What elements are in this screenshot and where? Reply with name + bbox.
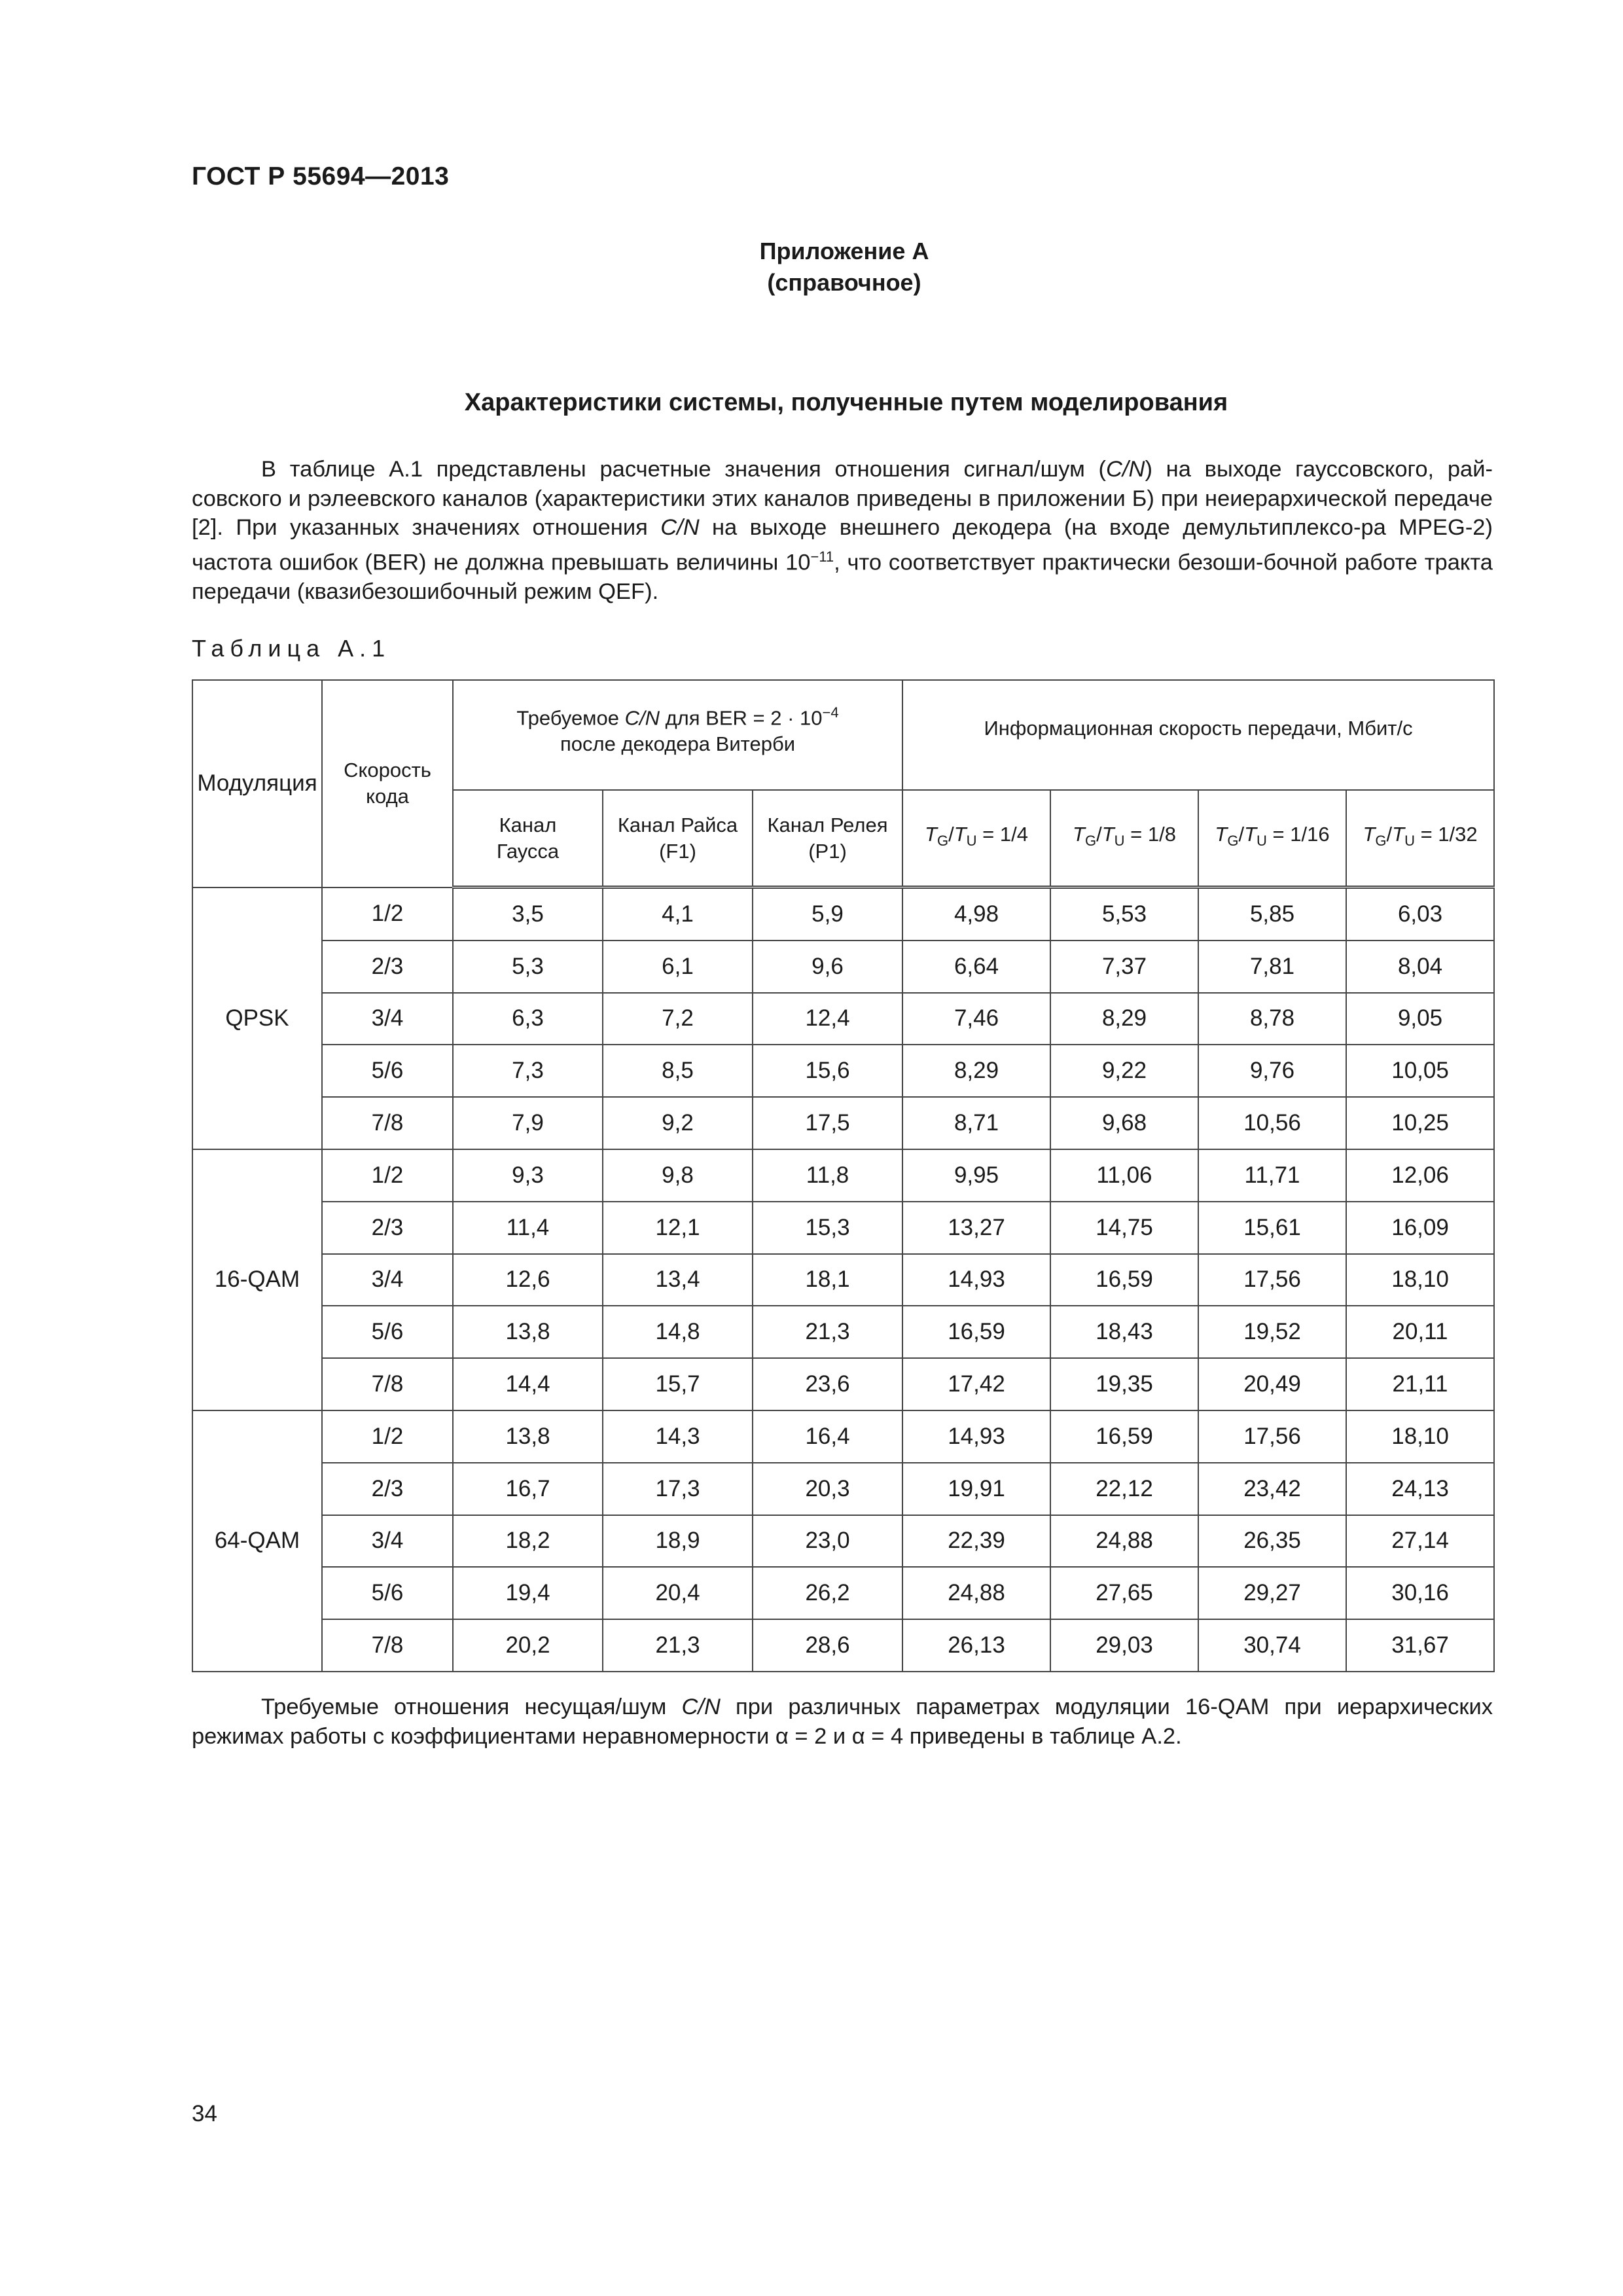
intro-paragraph: В таблице А.1 представлены расчетные значения отношения сигнал/шум (C/N) на выходе гауссовского, рай-совского и рэлеевского каналов (характеристики этих каналов приведены в приложении Б) при неиерархической передаче [2]. При указанных значениях отношения C/N на выходе внешнего декодера (на входе демультиплексо-ра MPEG-2) частота ошибок (BER) не должна превышать величины $10^{-11}$, что соответствует практически безоши-бочной работе тракта передачи (квазибезошибочный режим QEF). (192, 457, 1493, 604)
value-cell: 17,56 (1198, 1254, 1346, 1306)
value-cell: 13,8 (453, 1410, 603, 1463)
value-cell: 7,3 (453, 1045, 603, 1097)
value-cell: 27,65 (1050, 1567, 1198, 1619)
value-cell: 18,10 (1346, 1410, 1494, 1463)
code-rate-cell: 3/4 (322, 1254, 453, 1306)
value-cell: 10,25 (1346, 1097, 1494, 1149)
page-number: 34 (192, 2101, 217, 2126)
value-cell: 8,29 (902, 1045, 1050, 1097)
code-rate-cell: 7/8 (322, 1097, 453, 1149)
value-cell: 9,68 (1050, 1097, 1198, 1149)
value-cell: 14,8 (603, 1306, 753, 1358)
value-cell: 9,22 (1050, 1045, 1198, 1097)
value-cell: 22,12 (1050, 1463, 1198, 1515)
value-cell: 18,2 (453, 1515, 603, 1568)
value-cell: 16,59 (1050, 1254, 1198, 1306)
modulation-cell: QPSK (192, 888, 322, 1149)
value-cell: 6,03 (1346, 888, 1494, 941)
header-required-cn: Требуемое C/N для BER = $2 \cdot 10^{-4}$ после декодера Витерби (453, 680, 902, 790)
simulation-table (192, 679, 1495, 1672)
value-cell: 9,8 (603, 1149, 753, 1202)
code-rate-cell: 7/8 (322, 1358, 453, 1410)
value-cell: 11,4 (453, 1202, 603, 1254)
value-cell: 6,1 (603, 941, 753, 993)
value-cell: 26,13 (902, 1619, 1050, 1672)
section-title: Характеристики системы, полученные путем моделирования (464, 389, 1228, 416)
table-row (192, 1202, 1494, 1254)
appendix-title: Приложение А (759, 238, 929, 264)
value-cell: 30,16 (1346, 1567, 1494, 1619)
appendix-subtitle: (справочное) (767, 269, 921, 296)
value-cell: 14,4 (453, 1358, 603, 1410)
header-code-rate: Скорость кода (322, 680, 453, 888)
table-row (192, 1306, 1494, 1358)
value-cell: 7,2 (603, 993, 753, 1045)
value-cell: 30,74 (1198, 1619, 1346, 1672)
value-cell: 13,4 (603, 1254, 753, 1306)
modulation-cell: 16-QAM (192, 1149, 322, 1410)
table-row (192, 941, 1494, 993)
header-guard-1-4: $T_G/T_U = 1/4$ (902, 790, 1050, 888)
value-cell: 17,3 (603, 1463, 753, 1515)
value-cell: 8,29 (1050, 993, 1198, 1045)
value-cell: 19,91 (902, 1463, 1050, 1515)
table-row (192, 1149, 1494, 1202)
value-cell: 4,98 (902, 888, 1050, 941)
value-cell: 12,6 (453, 1254, 603, 1306)
table-row (192, 1045, 1494, 1097)
value-cell: 14,93 (902, 1410, 1050, 1463)
code-rate-cell: 3/4 (322, 993, 453, 1045)
value-cell: 14,3 (603, 1410, 753, 1463)
table-row (192, 1619, 1494, 1672)
code-rate-cell: 1/2 (322, 888, 453, 941)
value-cell: 7,9 (453, 1097, 603, 1149)
outro-paragraph: Требуемые отношения несущая/шум C/N при различных параметрах модуляции 16-QAM при иерархических режимах работы с коэффициентами неравномерности α = 2 и α = 4 приведены в таблице А.2. (192, 1695, 1493, 1749)
value-cell: 28,6 (753, 1619, 902, 1672)
value-cell: 6,64 (902, 941, 1050, 993)
value-cell: 14,75 (1050, 1202, 1198, 1254)
header-gauss-channel: Канал Гаусса (453, 790, 603, 888)
modulation-cell: 64-QAM (192, 1410, 322, 1672)
code-rate-cell: 5/6 (322, 1306, 453, 1358)
table-row (192, 1358, 1494, 1410)
value-cell: 20,3 (753, 1463, 902, 1515)
value-cell: 11,8 (753, 1149, 902, 1202)
value-cell: 7,81 (1198, 941, 1346, 993)
code-rate-cell: 5/6 (322, 1045, 453, 1097)
value-cell: 19,35 (1050, 1358, 1198, 1410)
header-rice-channel: Канал Райса (F1) (603, 790, 753, 888)
table-row (192, 1463, 1494, 1515)
code-rate-cell: 1/2 (322, 1149, 453, 1202)
value-cell: 26,2 (753, 1567, 902, 1619)
value-cell: 15,3 (753, 1202, 902, 1254)
value-cell: 17,56 (1198, 1410, 1346, 1463)
value-cell: 13,27 (902, 1202, 1050, 1254)
value-cell: 24,88 (902, 1567, 1050, 1619)
code-rate-cell: 1/2 (322, 1410, 453, 1463)
value-cell: 23,42 (1198, 1463, 1346, 1515)
value-cell: 9,3 (453, 1149, 603, 1202)
value-cell: 24,88 (1050, 1515, 1198, 1568)
value-cell: 8,04 (1346, 941, 1494, 993)
value-cell: 12,1 (603, 1202, 753, 1254)
value-cell: 29,03 (1050, 1619, 1198, 1672)
value-cell: 8,78 (1198, 993, 1346, 1045)
value-cell: 20,2 (453, 1619, 603, 1672)
value-cell: 22,39 (902, 1515, 1050, 1568)
value-cell: 11,06 (1050, 1149, 1198, 1202)
value-cell: 11,71 (1198, 1149, 1346, 1202)
value-cell: 9,6 (753, 941, 902, 993)
value-cell: 27,14 (1346, 1515, 1494, 1568)
value-cell: 21,3 (603, 1619, 753, 1672)
value-cell: 16,59 (902, 1306, 1050, 1358)
value-cell: 9,05 (1346, 993, 1494, 1045)
value-cell: 5,53 (1050, 888, 1198, 941)
value-cell: 19,52 (1198, 1306, 1346, 1358)
value-cell: 13,8 (453, 1306, 603, 1358)
value-cell: 12,06 (1346, 1149, 1494, 1202)
value-cell: 15,6 (753, 1045, 902, 1097)
value-cell: 18,9 (603, 1515, 753, 1568)
value-cell: 7,37 (1050, 941, 1198, 993)
value-cell: 8,71 (902, 1097, 1050, 1149)
value-cell: 16,7 (453, 1463, 603, 1515)
table-row (192, 888, 1494, 941)
value-cell: 15,7 (603, 1358, 753, 1410)
code-rate-cell: 5/6 (322, 1567, 453, 1619)
value-cell: 23,6 (753, 1358, 902, 1410)
value-cell: 5,3 (453, 941, 603, 993)
header-modulation: Модуляция (192, 680, 322, 888)
table-row (192, 1254, 1494, 1306)
value-cell: 20,4 (603, 1567, 753, 1619)
value-cell: 3,5 (453, 888, 603, 941)
value-cell: 12,4 (753, 993, 902, 1045)
value-cell: 18,43 (1050, 1306, 1198, 1358)
header-guard-1-8: $T_G/T_U = 1/8$ (1050, 790, 1198, 888)
value-cell: 16,09 (1346, 1202, 1494, 1254)
value-cell: 14,93 (902, 1254, 1050, 1306)
value-cell: 24,13 (1346, 1463, 1494, 1515)
value-cell: 10,56 (1198, 1097, 1346, 1149)
table-row (192, 1410, 1494, 1463)
value-cell: 19,4 (453, 1567, 603, 1619)
value-cell: 23,0 (753, 1515, 902, 1568)
value-cell: 16,4 (753, 1410, 902, 1463)
value-cell: 9,76 (1198, 1045, 1346, 1097)
value-cell: 5,9 (753, 888, 902, 941)
value-cell: 21,3 (753, 1306, 902, 1358)
value-cell: 18,10 (1346, 1254, 1494, 1306)
table-row (192, 993, 1494, 1045)
value-cell: 15,61 (1198, 1202, 1346, 1254)
value-cell: 5,85 (1198, 888, 1346, 941)
code-rate-cell: 2/3 (322, 1463, 453, 1515)
value-cell: 21,11 (1346, 1358, 1494, 1410)
value-cell: 6,3 (453, 993, 603, 1045)
code-rate-cell: 3/4 (322, 1515, 453, 1568)
header-rayleigh-channel: Канал Релея (P1) (753, 790, 902, 888)
header-guard-1-32: $T_G/T_U = 1/32$ (1346, 790, 1494, 888)
value-cell: 17,42 (902, 1358, 1050, 1410)
code-rate-cell: 2/3 (322, 941, 453, 993)
value-cell: 31,67 (1346, 1619, 1494, 1672)
value-cell: 17,5 (753, 1097, 902, 1149)
code-rate-cell: 7/8 (322, 1619, 453, 1672)
value-cell: 29,27 (1198, 1567, 1346, 1619)
value-cell: 9,2 (603, 1097, 753, 1149)
value-cell: 9,95 (902, 1149, 1050, 1202)
table-row (192, 1515, 1494, 1568)
value-cell: 16,59 (1050, 1410, 1198, 1463)
code-rate-cell: 2/3 (322, 1202, 453, 1254)
header-guard-1-16: $T_G/T_U = 1/16$ (1198, 790, 1346, 888)
table-caption: Таблица А.1 (192, 635, 391, 662)
table-body (192, 888, 1494, 1672)
value-cell: 10,05 (1346, 1045, 1494, 1097)
document-header: ГОСТ Р 55694—2013 (192, 162, 450, 190)
value-cell: 20,11 (1346, 1306, 1494, 1358)
table-row (192, 1097, 1494, 1149)
header-info-rate: Информационная скорость передачи, Мбит/с (902, 680, 1494, 790)
value-cell: 8,5 (603, 1045, 753, 1097)
value-cell: 18,1 (753, 1254, 902, 1306)
value-cell: 20,49 (1198, 1358, 1346, 1410)
value-cell: 26,35 (1198, 1515, 1346, 1568)
table-row (192, 1567, 1494, 1619)
value-cell: 4,1 (603, 888, 753, 941)
value-cell: 7,46 (902, 993, 1050, 1045)
